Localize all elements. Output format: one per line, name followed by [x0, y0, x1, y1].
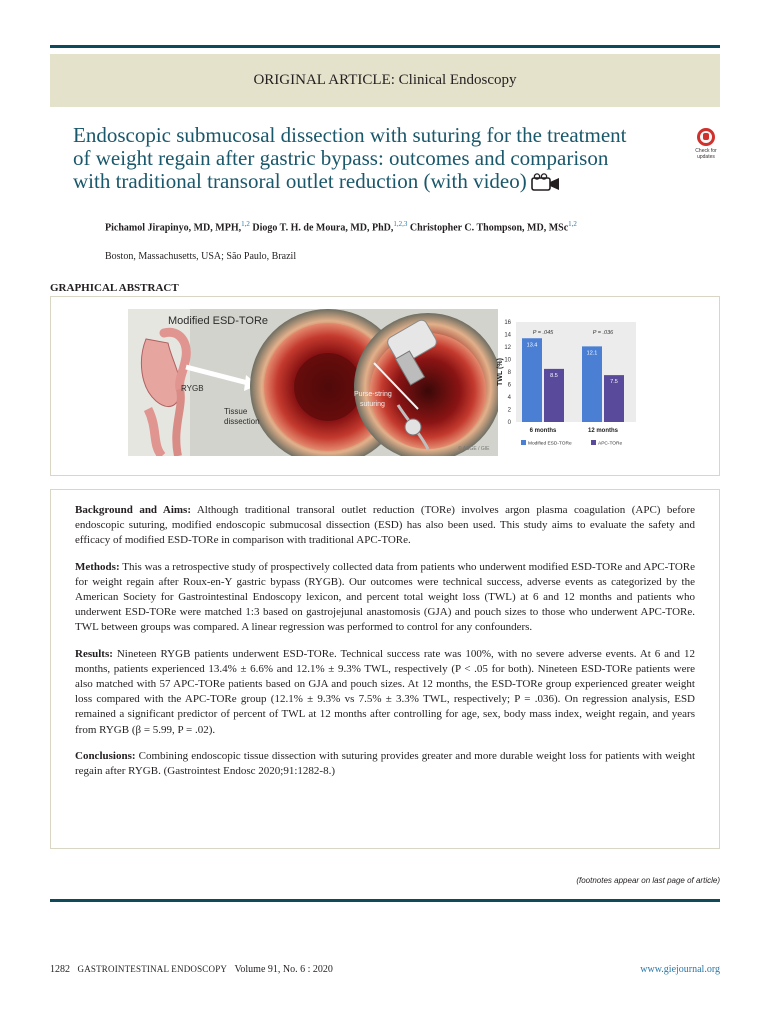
- y-tick-label: 8: [507, 370, 511, 376]
- purse-string-label-line2: suturing: [360, 401, 385, 408]
- results-text: Nineteen RYGB patients underwent ESD-TORe. Technical success rate was 100%, with no severe adverse events. At 6 and 12 months, patients experienced 13.4% ± 6.6% and 12.1% ± 9.3% TWL, respectively (P < .05 for both). Nineteen ESD-TORe patients were also matched with 57 APC-TORe patients based on GJA and pouch sizes. At 12 months, the ESD-TORe group experienced greater weight loss compared with the APC-TORe group (12.1% ± 9.3% vs 7.5% ± 3.3% TWL, respectively; P = .036). On regression analysis, ESD remained a significant predictor of percent of TWL at 12 months after controlling for age, sex, body mass index, weight regain, and years from RYGB (β = 5.99, P = .02).: [75, 647, 695, 736]
- footnote-note: (footnotes appear on last page of article): [576, 876, 720, 885]
- author-affiliation-marker[interactable]: 1,2: [241, 220, 250, 228]
- legend-label: APC-TORe: [598, 441, 623, 447]
- legend-swatch: [591, 440, 596, 445]
- affiliation-line: Boston, Massachusetts, USA; São Paulo, Brazil: [105, 251, 297, 262]
- article-title-text: Endoscopic submucosal dissection with suturing for the treatment of weight regain after gastric bypass: outcomes and comparison with traditional transoral outlet reduction (with video): [73, 123, 627, 193]
- page-footer: [50, 964, 333, 975]
- check-for-updates-badge[interactable]: [689, 128, 723, 160]
- tissue-dissection-label-line1: Tissue: [224, 407, 248, 416]
- top-rule: [50, 45, 720, 48]
- legend-swatch: [521, 440, 526, 445]
- y-tick-label: 2: [507, 407, 511, 414]
- section-banner: [50, 54, 720, 107]
- author-name: Christopher C. Thompson, MD, MSc: [409, 222, 569, 234]
- author-name: Diogo T. H. de Moura, MD, PhD,: [252, 222, 394, 234]
- abstract-results: [75, 647, 695, 738]
- abstract-box: [50, 489, 720, 849]
- check-updates-icon: [697, 128, 715, 146]
- p-value-label: P = .045: [532, 330, 554, 336]
- y-tick-label: 16: [504, 320, 511, 326]
- y-tick-label: 12: [504, 345, 511, 351]
- bottom-rule: [50, 899, 720, 902]
- conclusions-label: Conclusions:: [75, 749, 136, 762]
- y-tick-label: 10: [504, 357, 511, 364]
- background-label: Background and Aims:: [75, 504, 191, 516]
- illustration-title: Modified ESD-TORe: [168, 315, 269, 327]
- bar-esd-tore: [522, 338, 542, 422]
- author-affiliation-marker[interactable]: 1,2,3: [393, 220, 408, 228]
- journal-website-link[interactable]: www.giejournal.org: [640, 964, 720, 975]
- conclusions-text: Combining endoscopic tissue dissection with suturing provides greater and more durable weight loss for patients with weight regain after RYGB. (Gastrointest Endosc 2020;91:1282-8.): [75, 749, 695, 778]
- p-value-label: P = .036: [592, 330, 614, 336]
- check-updates-label: Check for updates: [695, 148, 717, 160]
- bar-value-label: 13.4: [526, 342, 538, 349]
- video-camera-icon[interactable]: [531, 173, 561, 196]
- background-text: Although traditional transoral outlet reduction (TORe) involves argon plasma coagulation (APC) before endoscopic suturing, modified endoscopic submucosal dissection (ESD) has also been used. This study aims to evaluate the safety and efficacy of modified ESD-TORe in comparison with traditional APC-TORe.: [75, 504, 695, 547]
- rygb-label: RYGB: [181, 384, 204, 393]
- section-label: ORIGINAL ARTICLE: Clinical Endoscopy: [253, 72, 517, 88]
- x-category-label: 6 months: [529, 428, 557, 434]
- x-category-label: 12 months: [587, 428, 619, 434]
- article-title: [73, 124, 643, 196]
- bar-value-label: 12.1: [586, 350, 598, 357]
- y-tick-label: 4: [507, 395, 511, 401]
- journal-name: GASTROINTESTINAL ENDOSCOPY: [77, 964, 228, 974]
- bar-value-label: 8.5: [550, 372, 558, 379]
- twl-bar-chart-svg: [496, 316, 646, 472]
- results-label: Results:: [75, 647, 113, 660]
- y-axis-label: TWL (%): [497, 358, 504, 386]
- bar-value-label: 7.5: [610, 379, 618, 386]
- methods-label: Methods:: [75, 560, 120, 573]
- author-name: Pichamol Jirapinyo, MD, MPH,: [105, 222, 242, 234]
- volume-issue: Volume 91, No. 6 : 2020: [234, 964, 333, 975]
- procedure-illustration-art: [128, 309, 498, 456]
- legend-label: Modified ESD-TORe: [528, 441, 572, 447]
- abstract-conclusions: [75, 749, 695, 779]
- copyright-label: © ASGE / GIE: [458, 446, 490, 452]
- methods-text: This was a retrospective study of prospectively collected data from patients who underwent modified ESD-TORe and APC-TORe for weight regain after Roux-en-Y gastric bypass (RYGB). Our outcomes were technical success, adverse events as categorized by the American Society for Gastrointestinal Endoscopy lexicon, and percent total weight loss (TWL) at 6 and 12 months and patients who underwent ESD-TORe were matched 1:3 based on gastrojejunal anastomosis (GJA) and pouch sizes to those who underwent APC-TORe. TWL between groups was compared. A linear regression was performed to control for any confounders.: [75, 560, 695, 634]
- y-tick-label: 0: [507, 420, 511, 426]
- author-list: [105, 220, 577, 233]
- graphical-abstract-heading: GRAPHICAL ABSTRACT: [50, 282, 179, 294]
- twl-bar-chart: [496, 316, 646, 472]
- abstract-methods: [75, 560, 695, 636]
- abstract-background: [75, 503, 695, 549]
- bar-esd-tore: [582, 346, 602, 422]
- y-tick-label: 6: [507, 382, 511, 389]
- tissue-dissection-label-line2: dissection: [224, 417, 260, 426]
- procedure-illustration: [128, 309, 498, 456]
- author-affiliation-marker[interactable]: 1,2: [568, 220, 577, 228]
- y-tick-label: 14: [504, 332, 511, 339]
- purse-string-label-line1: Purse-string: [354, 391, 392, 398]
- page-number: 1282: [50, 964, 70, 975]
